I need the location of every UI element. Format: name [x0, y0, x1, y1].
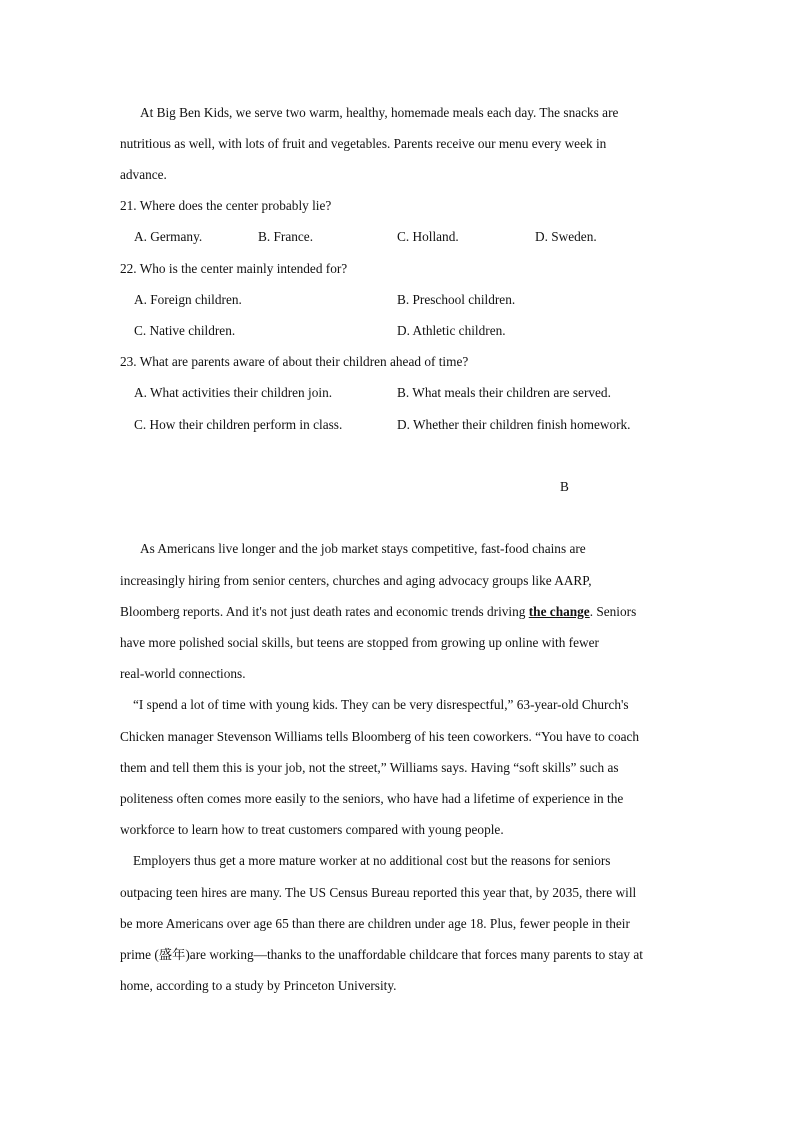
paragraph-line: “I spend a lot of time with young kids. They can be very disrespectful,” 63-year-old Church's	[133, 697, 629, 712]
paragraph-line: real-world connections.	[120, 666, 246, 681]
paragraph-text: . Seniors	[589, 604, 637, 619]
paragraph-line: Chicken manager Stevenson Williams tells Bloomberg of his teen coworkers. “You have to coach	[120, 729, 640, 744]
passage-a-line: nutritious as well, with lots of fruit and vegetables. Parents receive our menu every week in	[120, 136, 607, 151]
question-stem-21: 21. Where does the center probably lie?	[120, 198, 332, 213]
paragraph-line: Employers thus get a more mature worker at no additional cost but the reasons for seniors	[133, 853, 611, 868]
passage-a-line: At Big Ben Kids, we serve two warm, healthy, homemade meals each day. The snacks are	[140, 105, 619, 120]
question-22-option-a: A. Foreign children.	[134, 292, 242, 307]
question-stem-22: 22. Who is the center mainly intended for?	[120, 261, 348, 276]
question-23-option-a: A. What activities their children join.	[134, 385, 333, 400]
question-23-option-d: D. Whether their children finish homework.	[397, 417, 631, 432]
question-22-option-d: D. Athletic children.	[397, 323, 506, 338]
question-22-option-b: B. Preschool children.	[397, 292, 516, 307]
question-21-option-b: B. France.	[258, 229, 314, 244]
paragraph-line: outpacing teen hires are many. The US Census Bureau reported this year that, by 2035, there will	[120, 885, 637, 900]
question-21-option-d: D. Sweden.	[535, 229, 597, 244]
question-stem-23: 23. What are parents aware of about their children ahead of time?	[120, 354, 469, 369]
paragraph-line: workforce to learn how to treat customers compared with young people.	[120, 822, 504, 837]
question-22-option-c: C. Native children.	[134, 323, 236, 338]
question-21-option-c: C. Holland.	[397, 229, 459, 244]
question-23-option-c: C. How their children perform in class.	[134, 417, 343, 432]
paragraph-line: home, according to a study by Princeton University.	[120, 978, 397, 993]
paragraph-line: them and tell them this is your job, not the street,” Williams says. Having “soft skills” such as	[120, 760, 619, 775]
question-21-option-a: A. Germany.	[134, 229, 203, 244]
underlined-phrase: the change	[528, 604, 590, 619]
paragraph-line: have more polished social skills, but teens are stopped from growing up online with fewer	[120, 635, 599, 650]
paragraph-line: increasingly hiring from senior centers, churches and aging advocacy groups like AARP,	[120, 573, 592, 588]
paragraph-text: Bloomberg reports. And it's not just death rates and economic trends driving	[120, 604, 529, 619]
paragraph-line: politeness often comes more easily to the seniors, who have had a lifetime of experience in the	[120, 791, 624, 806]
passage-a-line: advance.	[120, 167, 167, 182]
section-heading: B	[560, 479, 569, 494]
paragraph-line: prime (盛年)are working—thanks to the unaffordable childcare that forces many parents to stay at	[120, 947, 643, 962]
paragraph-line: be more Americans over age 65 than there are children under age 18. Plus, fewer people in their	[120, 916, 630, 931]
question-23-option-b: B. What meals their children are served.	[397, 385, 611, 400]
paragraph-line	[120, 604, 636, 620]
paragraph-line: As Americans live longer and the job market stays competitive, fast-food chains are	[140, 541, 586, 556]
